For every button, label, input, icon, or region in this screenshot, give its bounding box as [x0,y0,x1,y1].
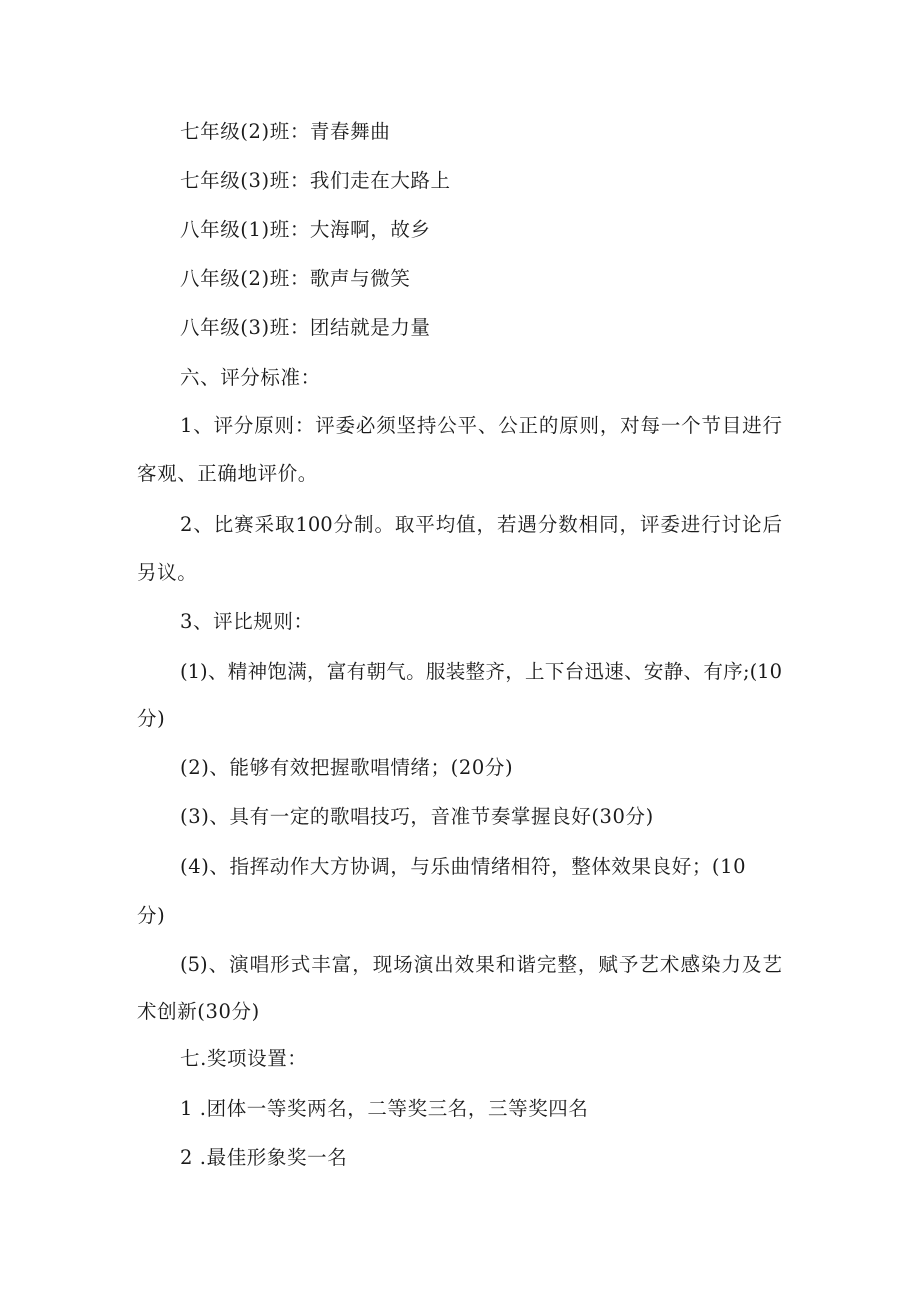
scoring-principle-line: 客观、正确地评价。 [137,462,318,485]
scoring-system-line: 另议。 [137,561,198,584]
scoring-principle-line: 1、评分原则：评委必须坚持公平、公正的原则，对每一个节目进行 [180,414,782,437]
rules-heading: 3、评比规则： [180,610,314,633]
class-song-line: 八年级(1)班：大海啊，故乡 [180,218,431,241]
rule-item: (5)、演唱形式丰富，现场演出效果和谐完整，赋予艺术感染力及艺 [180,953,782,976]
class-song-line: 七年级(2)班：青春舞曲 [180,120,391,143]
rule-item: 分) [137,707,166,730]
scoring-system-line: 2、比赛采取100分制。取平均值，若遇分数相同，评委进行讨论后 [180,513,782,536]
rule-item: (4)、指挥动作大方协调，与乐曲情绪相符，整体效果良好；(10 [180,855,747,878]
section-six-heading: 六、评分标准： [180,366,321,389]
award-item: 1 .团体一等奖两名，二等奖三名，三等奖四名 [180,1097,589,1120]
section-seven-heading: 七.奖项设置： [180,1047,308,1070]
rule-item: (1)、精神饱满，富有朝气。服装整齐，上下台迅速、安静、有序;(10 [180,660,782,683]
class-song-line: 八年级(3)班：团结就是力量 [180,316,431,339]
rule-item: 分) [137,904,166,927]
class-song-line: 七年级(3)班：我们走在大路上 [180,169,451,192]
rule-item: (3)、具有一定的歌唱技巧，音准节奏掌握良好(30分) [180,805,654,828]
award-item: 2 .最佳形象奖一名 [180,1146,348,1169]
class-song-line: 八年级(2)班：歌声与微笑 [180,267,411,290]
rule-item: (2)、能够有效把握歌唱情绪；(20分) [180,756,514,779]
rule-item: 术创新(30分) [137,1000,260,1023]
